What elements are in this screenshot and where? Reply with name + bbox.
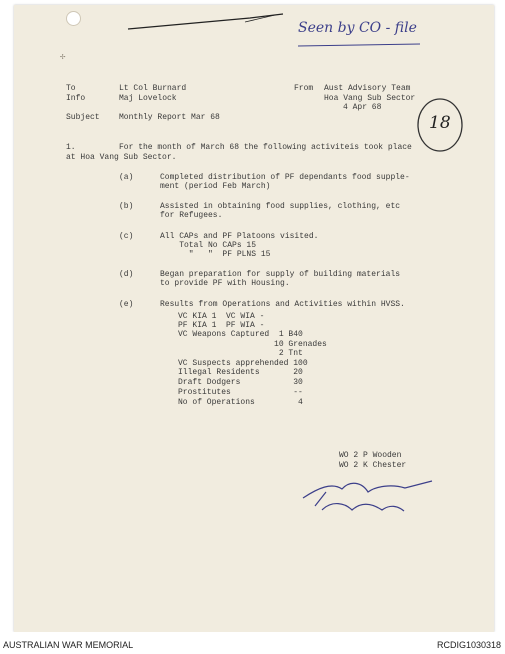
- subject-label: Subject: [66, 113, 100, 122]
- info-label: Info: [66, 94, 86, 103]
- item-b-line-2: for Refugees.: [160, 211, 223, 220]
- from-line1: Aust Advisory Team: [324, 84, 411, 93]
- item-e-label: (e): [119, 300, 134, 309]
- result-line-9: Prostitutes --: [178, 388, 303, 397]
- item-c-line-1: All CAPs and PF Platoons visited.: [160, 232, 319, 241]
- item-a-line-1: Completed distribution of PF dependants food supple-: [160, 173, 410, 182]
- footer-institution: AUSTRALIAN WAR MEMORIAL: [3, 640, 134, 650]
- item-c-label: (c): [119, 232, 134, 241]
- result-line-10: No of Operations 4: [178, 398, 303, 407]
- result-line-6: VC Suspects apprehended 100: [178, 359, 308, 368]
- to-value: Lt Col Burnard: [119, 84, 187, 93]
- result-line-5: 2 Tnt: [178, 349, 303, 358]
- signatory-1: WO 2 P Wooden: [339, 451, 402, 460]
- item-b-line-1: Assisted in obtaining food supplies, clothing, etc: [160, 202, 401, 211]
- from-label: From: [294, 84, 314, 93]
- pen-stroke-top: [128, 14, 283, 29]
- item-c-line-3: " " PF PLNS 15: [160, 250, 271, 259]
- item-d-label: (d): [119, 270, 134, 279]
- to-label: To: [66, 84, 76, 93]
- item-a-label: (a): [119, 173, 134, 182]
- item-d-line-1: Began preparation for supply of building materials: [160, 270, 401, 279]
- paragraph-number: 1.: [66, 143, 76, 152]
- result-line-8: Draft Dodgers 30: [178, 378, 303, 387]
- result-line-2: PF KIA 1 PF WIA -: [178, 321, 265, 330]
- result-line-7: Illegal Residents 20: [178, 368, 303, 377]
- item-b-label: (b): [119, 202, 134, 211]
- item-c-line-2: Total No CAPs 15: [160, 241, 257, 250]
- signatory-2: WO 2 K Chester: [339, 461, 407, 470]
- result-line-1: VC KIA 1 VC WIA -: [178, 312, 265, 321]
- staple-mark: ✢: [60, 52, 66, 62]
- info-value: Maj Lovelock: [119, 94, 177, 103]
- item-e-line-1: Results from Operations and Activities within HVSS.: [160, 300, 405, 309]
- signature-scribble: [303, 481, 432, 511]
- footer-record-id: RCDIG1030318: [436, 640, 501, 650]
- subject-value: Monthly Report Mar 68: [119, 113, 220, 122]
- seen-by-annotation: Seen by CO - file: [298, 20, 417, 36]
- folio-number: 18: [429, 113, 451, 133]
- from-line2: Hoa Vang Sub Sector: [324, 94, 416, 103]
- intro-line-2: at Hoa Vang Sub Sector.: [66, 153, 177, 162]
- result-line-4: 10 Grenades: [178, 340, 327, 349]
- archive-footer: [0, 632, 505, 654]
- item-a-line-2: ment (period Feb March): [160, 182, 271, 191]
- intro-line-1: For the month of March 68 the following activiteis took place: [119, 143, 412, 152]
- seen-by-underline: [298, 44, 420, 46]
- item-d-line-2: to provide PF with Housing.: [160, 279, 290, 288]
- result-line-3: VC Weapons Captured 1 B40: [178, 330, 303, 339]
- from-date: 4 Apr 68: [343, 103, 382, 112]
